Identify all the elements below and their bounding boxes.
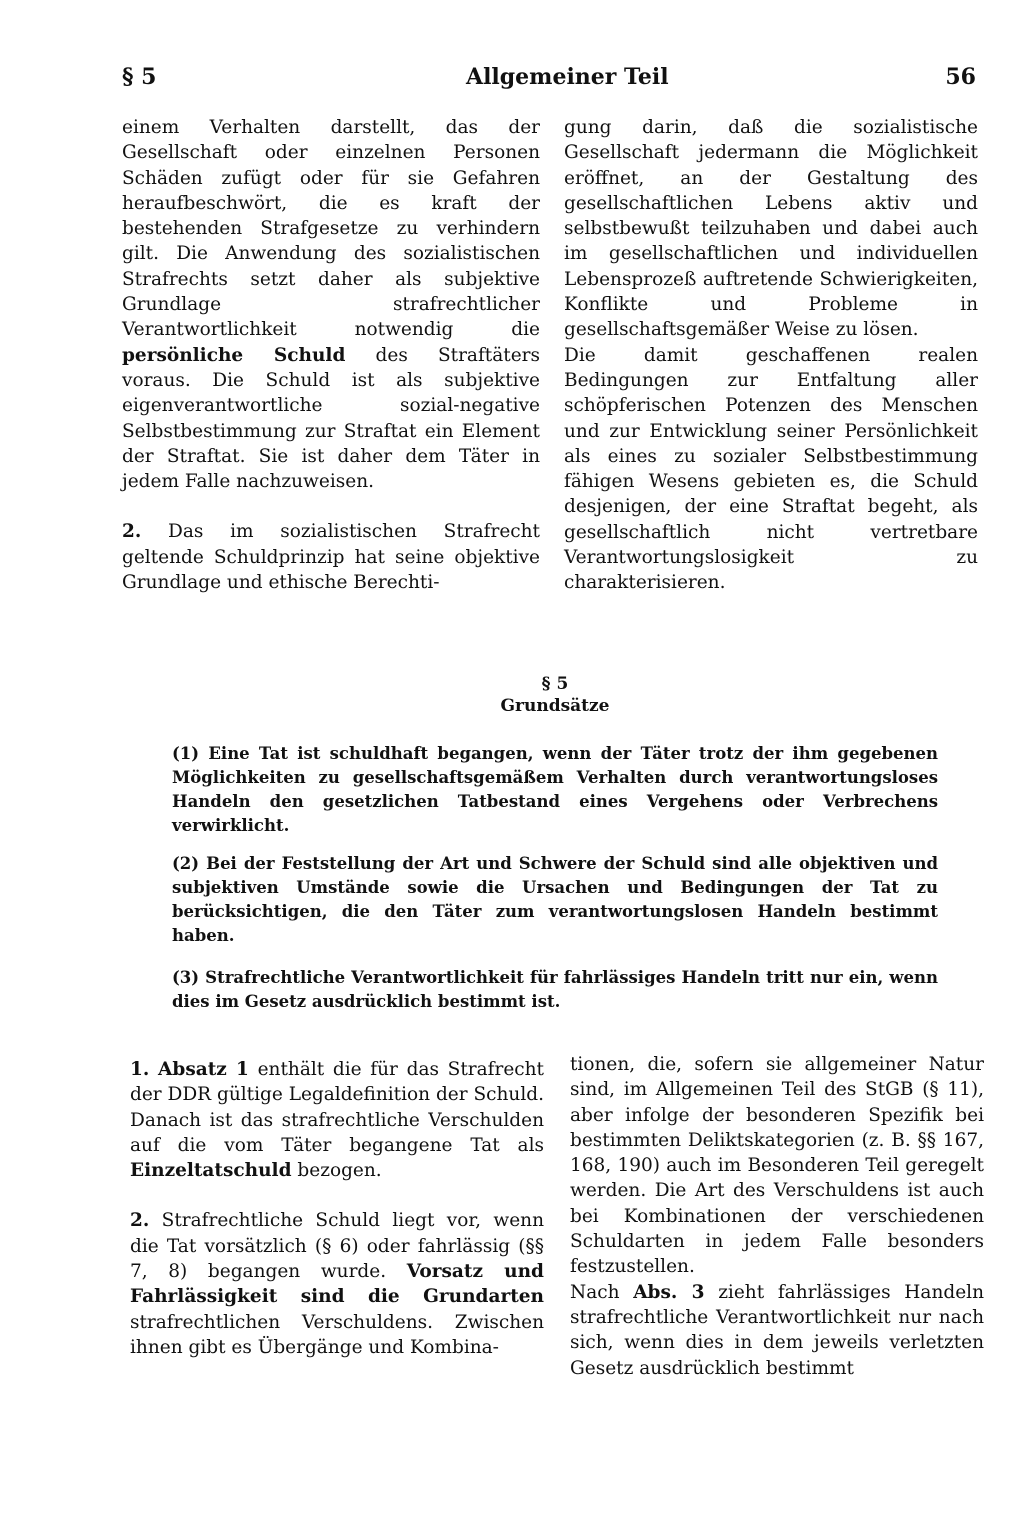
bold-term: persönliche Schuld <box>122 344 346 366</box>
statute-clause-text: (1) Eine Tat ist schuldhaft begangen, wenn der Täter trotz der ihm gegebenen Möglichkeiten zu gesellschaftsgemäßem Verhalten durch verantwortungsloses Handeln den gesetzlichen Tatbestand eines Vergehens oder Verbrechens verwirklicht. <box>172 744 938 835</box>
commentary-paragraph <box>570 1280 984 1381</box>
commentary-paragraph: Die damit geschaffenen realen Bedingungen zur Entfaltung aller schöpferischen Potenzen des Menschen und zur Entwicklung seiner Persönlichkeit als eines zu sozialer Selbstbestimmung fähigen Wesens gebieten es, die Schuld desjenigen, der eine Straftat begeht, als gesellschaftlich nicht vertretbare Verantwortungslosigkeit zu charakterisieren. <box>564 344 978 594</box>
bold-term: Absatz 1 <box>158 1059 249 1080</box>
paragraph-number: 1. <box>130 1059 150 1080</box>
running-header <box>122 64 976 96</box>
page-number: 56 <box>945 64 976 90</box>
statute-section-number: § 5 <box>541 674 569 694</box>
commentary-paragraph <box>130 1057 544 1183</box>
bold-term: Vorsatz und Fahrlässigkeit sind die Grundarten <box>130 1261 544 1308</box>
paragraph-number: 2. <box>130 1210 150 1232</box>
paragraph-number: 2. <box>122 521 142 543</box>
commentary-left-column-top <box>122 115 540 595</box>
commentary-text: Das im sozialistischen Strafrecht geltende Schuldprinzip hat seine objektive Grundlage und ethische Berechti- <box>122 521 540 594</box>
statute-clause-text: (3) Strafrechtliche Verantwortlichkeit für fahrlässiges Handeln tritt nur ein, wenn dies im Gesetz ausdrücklich bestimmt ist. <box>172 968 938 1011</box>
header-title: Allgemeiner Teil <box>466 64 669 90</box>
commentary-paragraph <box>122 115 540 494</box>
header-section-number: § 5 <box>122 64 157 90</box>
statute-clause-1 <box>172 742 938 838</box>
commentary-paragraph: tionen, die, sofern sie allgemeiner Natur sind, im Allgemeinen Teil des StGB (§ 11), aber infolge der besonderen Spezifik bei bestimmten Deliktskategorien (z. B. §§ 167, 168, 190) auch im Besonderen Teil geregelt werden. Die Art des Verschuldens ist auch bei Kombinationen der verschiedenen Schuldarten in jedem Falle besonders festzustellen. <box>570 1054 984 1278</box>
statute-section-heading: Grundsätze <box>500 696 610 716</box>
bold-term: Einzeltatschuld <box>130 1160 292 1182</box>
commentary-text: bezogen. <box>297 1160 382 1182</box>
commentary-text: des Straftäters voraus. Die Schuld ist als subjektive eigenverantwortliche sozial-negative Selbstbestimmung zur Straftat ein Element der Straftat. Sie ist daher dem Täter in jedem Falle nachzuweisen. <box>122 344 540 493</box>
commentary-text: zieht fahrlässiges Handeln strafrechtliche Verantwortlichkeit nur nach sich, wenn dies in dem jeweils verletzten Gesetz ausdrücklich bestimmt <box>570 1281 984 1379</box>
statute-clause-3 <box>172 966 938 1014</box>
statute-clause-text: (2) Bei der Feststellung der Art und Schwere der Schuld sind alle objektiven und subjektiven Umstände sowie die Ursachen und Bedingungen der Tat zu berücksichtigen, die den Täter zum verantwortungslosen Handeln bestimmt haben. <box>172 854 938 945</box>
commentary-paragraph <box>130 1208 544 1360</box>
commentary-text: enthält die für das Strafrecht der DDR gültige Legaldefinition der Schuld. Danach ist das strafrechtliche Verschulden auf die vom Täter begangene Tat als <box>130 1059 544 1156</box>
commentary-text: einem Verhalten darstellt, das der Gesellschaft oder einzelnen Personen Schäden zufügt oder für sie Gefahren heraufbeschwört, die es kraft der bestehenden Strafgesetze zu verhindern gilt. Die Anwendung des sozialistischen Strafrechts setzt daher als subjektive Grundlage strafrechtlicher Verantwortlichkeit notwendig die <box>122 117 540 341</box>
commentary-paragraph <box>122 519 540 595</box>
statute-clause-2 <box>172 852 938 948</box>
commentary-text: Nach <box>570 1281 620 1303</box>
commentary-text: Strafrechtliche Schuld liegt vor, wenn die Tat vorsätzlich (§ 6) oder fahrlässig (§§ 7, 8) begangen wurde. <box>130 1210 544 1283</box>
commentary-right-column-bottom <box>570 1052 984 1381</box>
bold-term: Abs. 3 <box>633 1281 705 1303</box>
commentary-paragraph: gung darin, daß die sozialistische Gesellschaft jedermann die Möglichkeit eröffnet, an der Gestaltung des gesellschaftlichen Lebens aktiv und selbstbewußt teilzuhaben und dabei auch im gesellschaftlichen und individuellen Lebensprozeß auftretende Schwierigkeiten, Konflikte und Probleme in gesellschaftsgemäßer Weise zu lösen. <box>564 117 978 341</box>
commentary-right-column-top <box>564 115 978 596</box>
commentary-left-column-bottom <box>130 1057 544 1360</box>
commentary-text: strafrechtlichen Verschuldens. Zwischen ihnen gibt es Übergänge und Kombina- <box>130 1311 544 1358</box>
